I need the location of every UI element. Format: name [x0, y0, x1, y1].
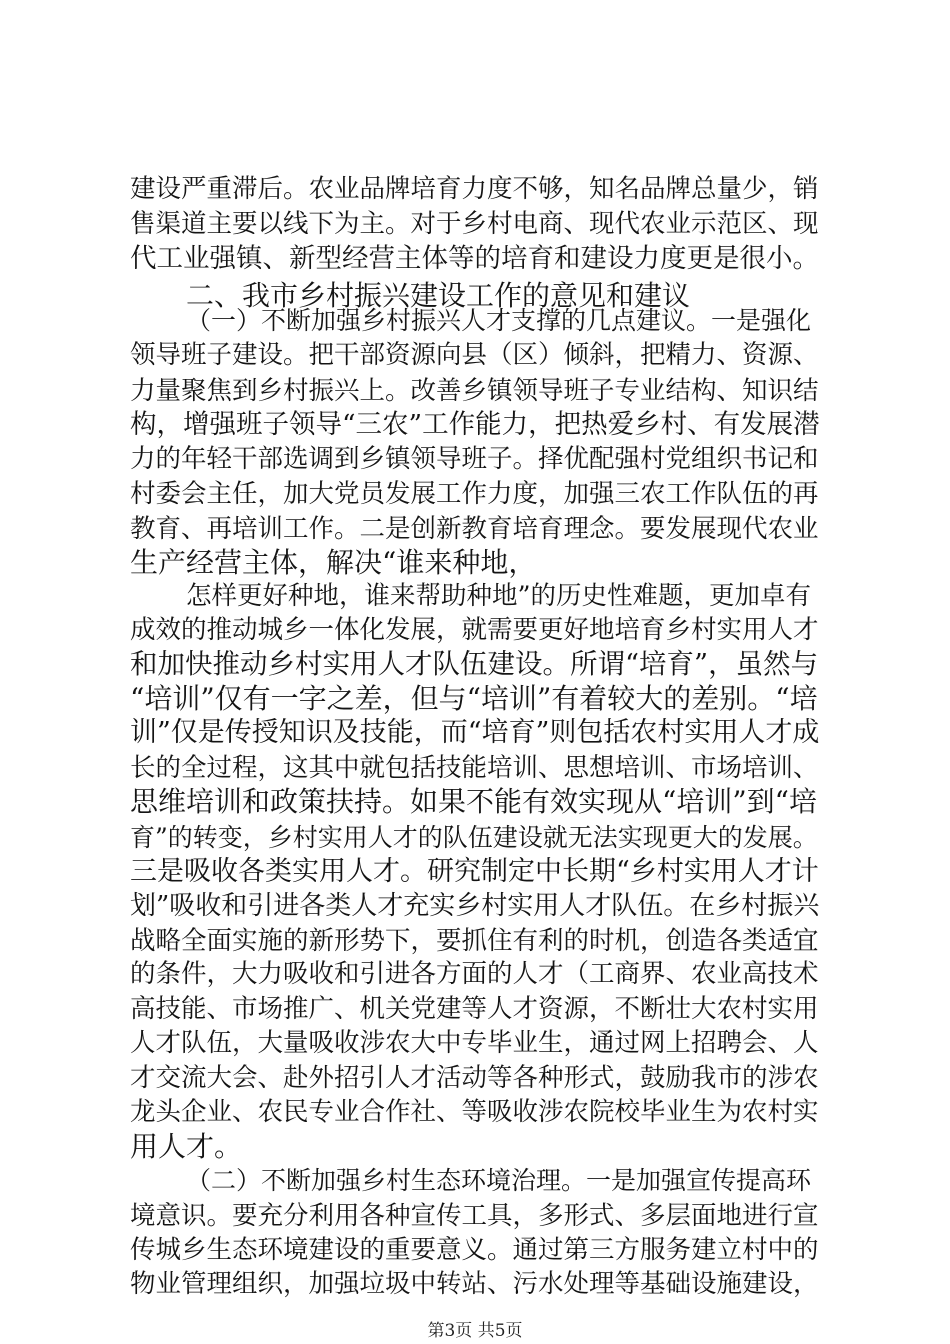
text-line: 长的全过程，这其中就包括技能培训、思想培训、市场培训、 — [130, 753, 819, 783]
text-line: 售渠道主要以线下为主。对于乡村电商、现代农业示范区、现 — [130, 209, 819, 239]
text-line: （二）不断加强乡村生态环境治理。一是加强宣传提高环 — [186, 1166, 812, 1195]
text-line: 用人才。 — [130, 1130, 243, 1163]
text-line: 教育、再培训工作。二是创新教育培育理念。要发展现代农业 — [130, 514, 819, 544]
text-line: 龙头企业、农民专业合作社、等吸收涉农院校毕业生为农村实 — [130, 1097, 819, 1127]
text-line: 代工业强镇、新型经营主体等的培育和建设力度更是很小。 — [130, 243, 819, 274]
text-line: 力的年轻干部选调到乡镇领导班子。择优配强村党组织书记和 — [130, 444, 819, 474]
text-line: 训”仅是传授知识及技能，而“培育”则包括农村实用人才成 — [130, 717, 820, 748]
page-number-footer: 第3页 共5页 — [427, 1321, 523, 1341]
text-line: 的条件，大力吸收和引进各方面的人才（工商界、农业高技术 — [130, 959, 819, 989]
text-line: 境意识。要充分利用各种宣传工具，多形式、多层面地进行宣 — [130, 1201, 819, 1231]
text-line: 思维培训和政策扶持。如果不能有效实现从“培训”到“培 — [130, 785, 817, 818]
text-line: 村委会主任，加大党员发展工作力度，加强三农工作队伍的再 — [130, 479, 819, 509]
text-line: 育”的转变，乡村实用人才的队伍建设就无法实现更大的发展。 — [130, 823, 818, 852]
text-line: 才交流大会、赴外招引人才活动等各种形式，鼓励我市的涉农 — [130, 1063, 819, 1093]
section-heading: 二、我市乡村振兴建设工作的意见和建议 — [186, 279, 691, 312]
text-line: 战略全面实施的新形势下，要抓住有利的时机，创造各类适宜 — [130, 926, 819, 956]
text-line: 生产经营主体，解决“谁来种地， — [130, 546, 537, 579]
text-line: 传城乡生态环境建设的重要意义。通过第三方服务建立村中的 — [130, 1235, 819, 1265]
text-line: 和加快推动乡村实用人才队伍建设。所谓“培育”，虽然与 — [130, 648, 819, 680]
text-line: 领导班子建设。把干部资源向县（区）倾斜，把精力、资源、 — [130, 340, 819, 370]
text-line: 物业管理组织，加强垃圾中转站、污水处理等基础设施建设， — [130, 1269, 819, 1299]
text-line: 划”吸收和引进各类人才充实乡村实用人才队伍。在乡村振兴 — [130, 891, 820, 921]
text-line: 建设严重滞后。农业品牌培育力度不够，知名品牌总量少，销 — [130, 174, 819, 204]
text-line: 人才队伍，大量吸收涉农大中专毕业生，通过网上招聘会、人 — [130, 1028, 819, 1058]
text-line: 三是吸收各类实用人才。研究制定中长期“乡村实用人才计 — [130, 856, 819, 887]
text-line: “培训”仅有一字之差，但与“培训”有着较大的差别。“培 — [130, 682, 818, 715]
text-line: （一）不断加强乡村振兴人才支撑的几点建议。一是强化 — [186, 306, 812, 335]
text-line: 怎样更好种地，谁来帮助种地”的历史性难题，更加卓有 — [186, 581, 812, 611]
text-line: 构，增强班子领导“三农”工作能力，把热爱乡村、有发展潜 — [130, 409, 820, 440]
text-line: 成效的推动城乡一体化发展，就需要更好地培育乡村实用人才 — [130, 615, 819, 645]
text-line: 高技能、市场推广、机关党建等人才资源，不断壮大农村实用 — [130, 994, 819, 1024]
text-line: 力量聚焦到乡村振兴上。改善乡镇领导班子专业结构、知识结 — [130, 376, 819, 406]
